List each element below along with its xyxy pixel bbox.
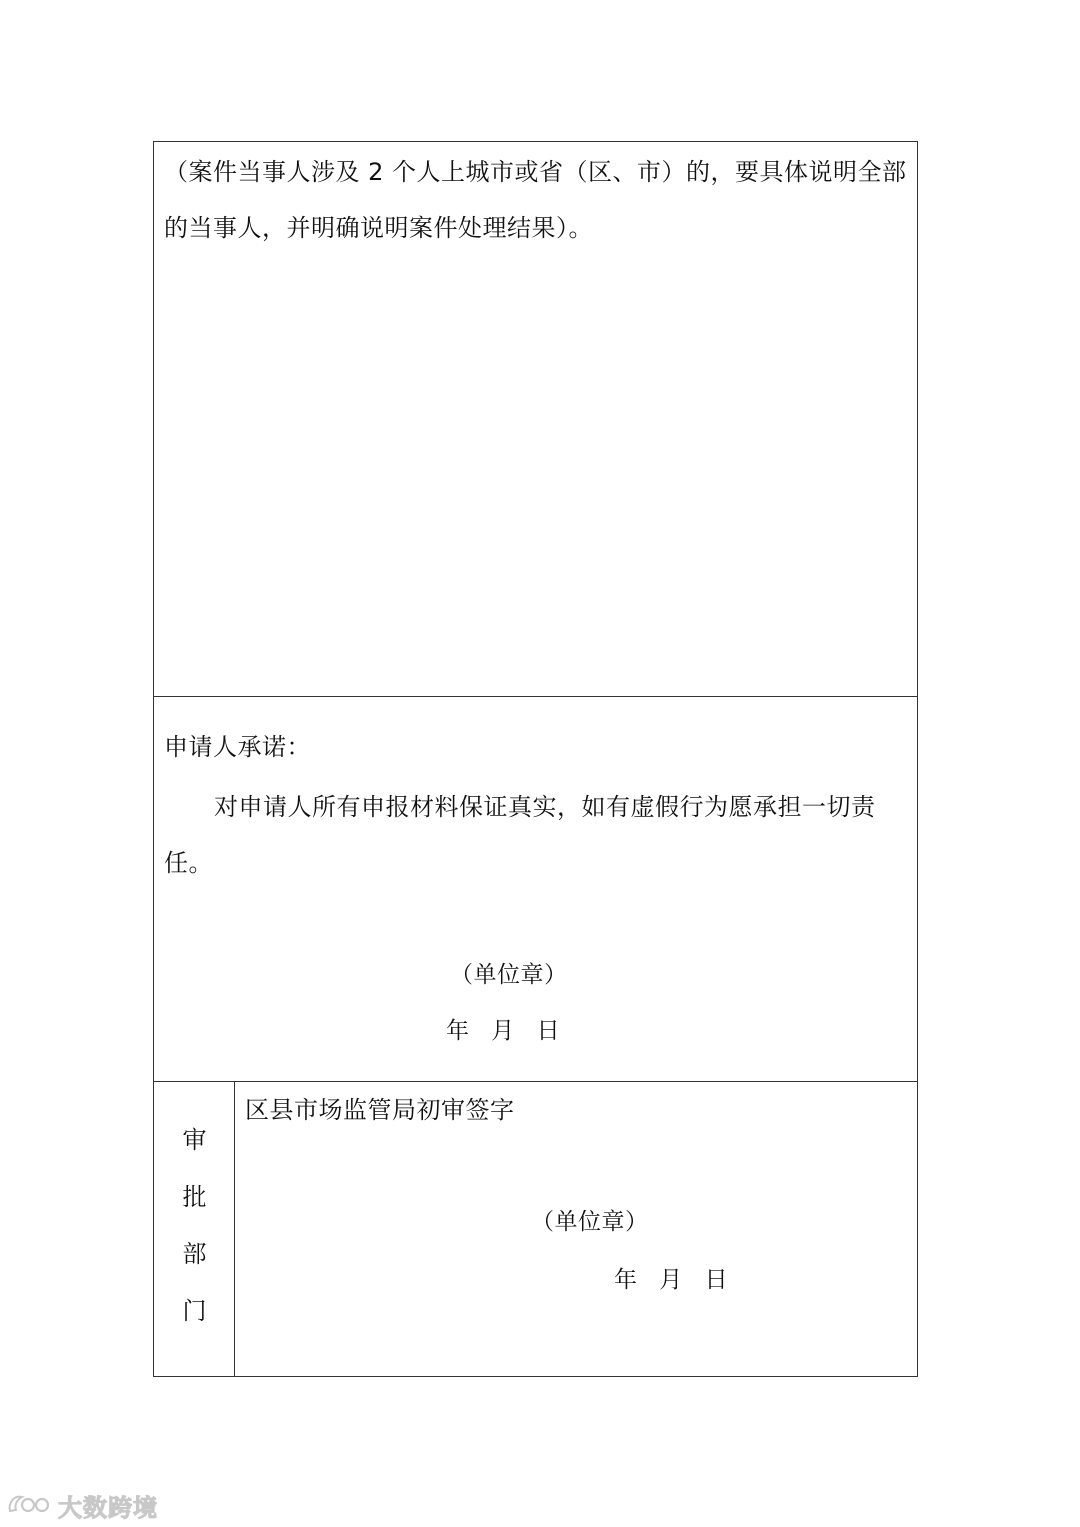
- case-description-section: [154, 142, 917, 697]
- approval-seal-label: （单位章）: [531, 1209, 649, 1235]
- approval-department-label: 审批部门: [182, 1126, 207, 1325]
- form-table: [153, 141, 918, 1377]
- approval-section: [154, 1082, 917, 1376]
- watermark-logo-icon: [6, 1491, 52, 1519]
- watermark-text: 大数跨境: [58, 1493, 158, 1522]
- promise-body: 对申请人所有申报材料保证真实，如有虚假行为愿承担一切责任。: [164, 793, 876, 877]
- case-description-note: （案件当事人涉及 2 个人上城市或省（区、市）的，要具体说明全部的当事人，并明确说明案件处理结果）。: [164, 158, 907, 242]
- promise-title: 申请人承诺：: [164, 733, 311, 761]
- approval-content-cell: [235, 1082, 917, 1376]
- applicant-date-label: 年 月 日: [446, 1018, 561, 1044]
- applicant-promise-section: [154, 697, 917, 1082]
- watermark: [6, 1488, 158, 1522]
- approval-label-cell: [154, 1082, 235, 1376]
- applicant-seal-label: （单位章）: [450, 962, 568, 988]
- approval-signature-title: 区县市场监管局初审签字: [245, 1096, 515, 1124]
- approval-date-label: 年 月 日: [614, 1267, 729, 1293]
